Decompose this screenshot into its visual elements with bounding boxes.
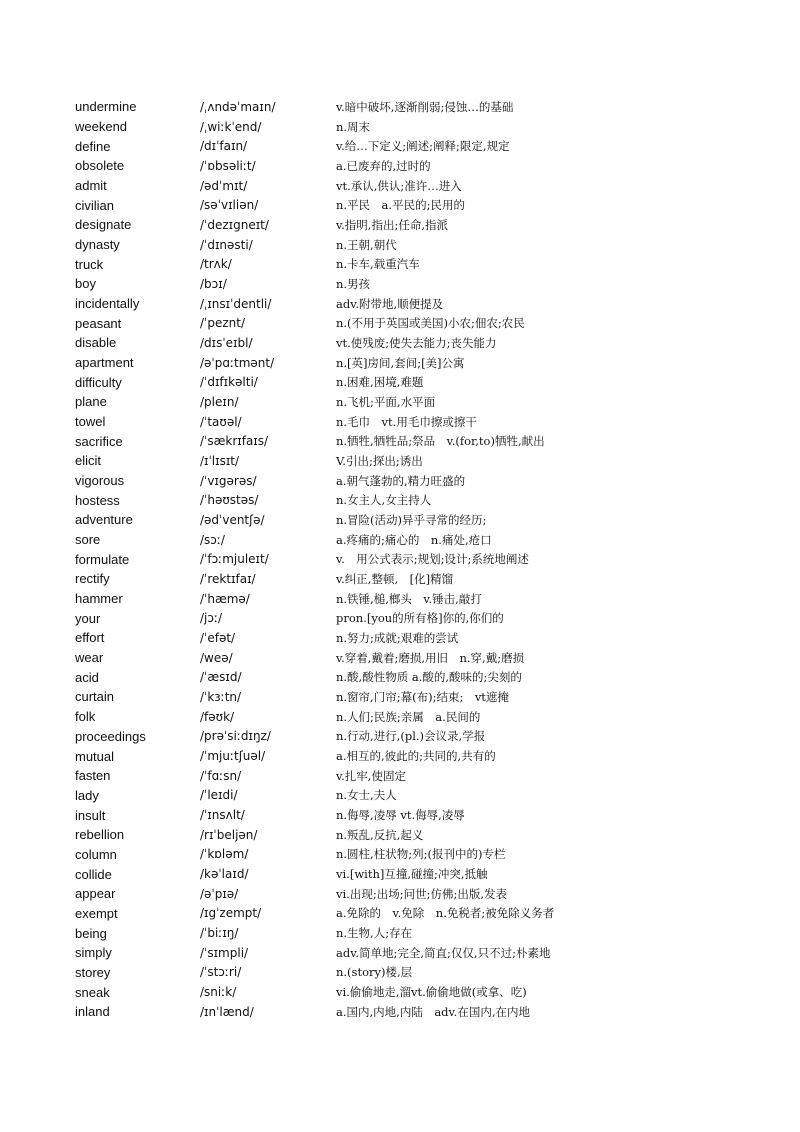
- meaning-cell: n.铁锤,槌,榔头 v.锤击,敲打: [336, 591, 482, 606]
- meaning-cell: v.纠正,整顿, [化]精馏: [336, 571, 454, 586]
- meaning-cell: vi.[with]互撞,碰撞;冲突,抵触: [336, 867, 488, 882]
- word-cell: plane: [75, 394, 107, 410]
- phonetic-cell: /ˌwiːkˈend/: [200, 119, 262, 134]
- word-cell: boy: [75, 276, 96, 292]
- vocabulary-row: [75, 982, 756, 1002]
- meaning-cell: adv.简单地;完全,简直;仅仅,只不过;朴素地: [336, 945, 551, 960]
- word-cell: truck: [75, 256, 104, 272]
- meaning-cell: n.生物,人;存在: [336, 926, 413, 941]
- vocabulary-row: [75, 97, 756, 117]
- word-cell: sneak: [75, 984, 110, 1000]
- phonetic-cell: /ˈstɔːri/: [200, 965, 242, 980]
- vocabulary-row: [75, 923, 756, 943]
- vocabulary-row: [75, 904, 756, 924]
- vocabulary-row: [75, 786, 756, 806]
- meaning-cell: vt.使残废;使失去能力;丧失能力: [336, 335, 497, 350]
- phonetic-cell: /ˈpeznt/: [200, 316, 245, 331]
- word-cell: apartment: [75, 355, 134, 371]
- phonetic-cell: /jɔː/: [200, 611, 223, 626]
- vocabulary-row: [75, 766, 756, 786]
- word-cell: difficulty: [75, 374, 122, 390]
- meaning-cell: n.困难,困境,难题: [336, 375, 424, 390]
- phonetic-cell: /ɪˈlɪsɪt/: [200, 453, 240, 468]
- word-cell: rebellion: [75, 827, 125, 843]
- word-cell: fasten: [75, 768, 111, 784]
- vocabulary-row: [75, 392, 756, 412]
- phonetic-cell: /əˈpɪə/: [200, 886, 239, 901]
- meaning-cell: n.周末: [336, 119, 371, 134]
- word-cell: incidentally: [75, 296, 140, 312]
- word-cell: simply: [75, 945, 112, 961]
- meaning-cell: n.努力;成就;艰难的尝试: [336, 630, 459, 645]
- vocabulary-row: [75, 412, 756, 432]
- vocabulary-row: [75, 707, 756, 727]
- vocabulary-row: [75, 372, 756, 392]
- word-cell: proceedings: [75, 728, 146, 744]
- meaning-cell: n.圆柱,柱状物;列;(报刊中的)专栏: [336, 847, 506, 862]
- phonetic-cell: /ˈsɪmpli/: [200, 945, 249, 960]
- vocabulary-row: [75, 490, 756, 510]
- vocabulary-row: [75, 215, 756, 235]
- phonetic-cell: /ˈleɪdi/: [200, 788, 238, 803]
- word-cell: appear: [75, 886, 116, 902]
- word-cell: disable: [75, 335, 117, 351]
- word-cell: designate: [75, 217, 132, 233]
- vocabulary-row: [75, 254, 756, 274]
- meaning-cell: n.叛乱,反抗,起义: [336, 827, 424, 842]
- vocabulary-row: [75, 353, 756, 373]
- vocabulary-row: [75, 805, 756, 825]
- vocabulary-row: [75, 451, 756, 471]
- vocabulary-row: [75, 727, 756, 747]
- word-cell: wear: [75, 650, 104, 666]
- word-cell: column: [75, 846, 117, 862]
- meaning-cell: a.国内,内地,内陆 adv.在国内,在内地: [336, 1004, 530, 1019]
- meaning-cell: n.飞机;平面,水平面: [336, 394, 436, 409]
- phonetic-cell: /ˈbiːɪŋ/: [200, 926, 239, 941]
- vocabulary-row: [75, 667, 756, 687]
- meaning-cell: n.卡车,载重汽车: [336, 257, 420, 272]
- phonetic-cell: /ˌɪnsɪˈdentli/: [200, 296, 272, 311]
- phonetic-cell: /ˈæsɪd/: [200, 670, 242, 685]
- meaning-cell: v.扎牢,使固定: [336, 768, 406, 783]
- vocabulary-row: [75, 746, 756, 766]
- vocabulary-row: [75, 195, 756, 215]
- vocabulary-row: [75, 333, 756, 353]
- vocabulary-row: [75, 313, 756, 333]
- vocabulary-row: [75, 176, 756, 196]
- meaning-cell: v.穿着,戴着;磨损,用旧 n.穿,戴;磨损: [336, 650, 525, 665]
- phonetic-cell: /ˈfɔːmjuleɪt/: [200, 552, 269, 567]
- word-cell: curtain: [75, 689, 115, 705]
- vocabulary-table: [75, 97, 756, 1022]
- meaning-cell: n.侮辱,凌辱 vt.侮辱,凌辱: [336, 808, 465, 823]
- phonetic-cell: /ˈsækrɪfaɪs/: [200, 434, 269, 449]
- vocabulary-row: [75, 471, 756, 491]
- vocabulary-list: [75, 97, 756, 1022]
- word-cell: civilian: [75, 197, 115, 213]
- meaning-cell: v.指明,指出;任命,指派: [336, 217, 448, 232]
- vocabulary-row: [75, 1002, 756, 1022]
- meaning-cell: v.给…下定义;阐述;阐释;限定,规定: [336, 139, 510, 154]
- meaning-cell: v. 用公式表示;规划;设计;系统地阐述: [336, 552, 529, 567]
- phonetic-cell: /ɪnˈlænd/: [200, 1004, 254, 1019]
- phonetic-cell: /ɪgˈzempt/: [200, 906, 262, 921]
- word-cell: weekend: [75, 119, 128, 134]
- meaning-cell: V.引出;探出;诱出: [336, 453, 423, 468]
- meaning-cell: n.(不用于英国或美国)小农;佃农;农民: [336, 316, 525, 331]
- phonetic-cell: /dɪˈfaɪn/: [200, 139, 248, 154]
- phonetic-cell: /ˈhæmə/: [200, 591, 250, 606]
- vocabulary-row: [75, 608, 756, 628]
- phonetic-cell: /ˈdezɪgneɪt/: [200, 217, 269, 232]
- word-cell: admit: [75, 178, 107, 194]
- word-cell: sacrifice: [75, 433, 123, 449]
- phonetic-cell: /pleɪn/: [200, 394, 239, 409]
- phonetic-cell: /bɔɪ/: [200, 276, 227, 291]
- meaning-cell: n.牺牲,牺牲品;祭品 v.(for,to)牺牲,献出: [336, 434, 545, 449]
- phonetic-cell: /ˈkɜːtn/: [200, 689, 242, 704]
- vocabulary-row: [75, 963, 756, 983]
- meaning-cell: n.女士,夫人: [336, 788, 397, 803]
- word-cell: lady: [75, 787, 99, 803]
- word-cell: collide: [75, 866, 112, 882]
- phonetic-cell: /ˈdɪnəsti/: [200, 237, 253, 252]
- vocabulary-row: [75, 864, 756, 884]
- meaning-cell: vt.承认,供认;准许…进入: [336, 178, 462, 193]
- word-cell: acid: [75, 669, 99, 685]
- meaning-cell: n.行动,进行,(pl.)会议录,学报: [336, 729, 486, 744]
- phonetic-cell: /rɪˈbeljən/: [200, 827, 258, 842]
- phonetic-cell: /ˈfɑːsn/: [200, 768, 242, 783]
- word-cell: folk: [75, 709, 96, 725]
- phonetic-cell: /weə/: [200, 650, 233, 665]
- word-cell: undermine: [75, 99, 137, 115]
- word-cell: vigorous: [75, 473, 125, 489]
- meaning-cell: v.暗中破坏,逐渐削弱;侵蚀…的基础: [336, 99, 514, 114]
- meaning-cell: n.平民 a.平民的;民用的: [336, 198, 465, 213]
- vocabulary-row: [75, 943, 756, 963]
- vocabulary-row: [75, 589, 756, 609]
- word-cell: towel: [75, 414, 106, 430]
- word-cell: effort: [75, 630, 105, 646]
- meaning-cell: pron.[you的所有格]你的,你们的: [336, 611, 504, 626]
- word-cell: hostess: [75, 492, 120, 508]
- meaning-cell: adv.附带地,顺便提及: [336, 296, 444, 311]
- word-cell: peasant: [75, 315, 122, 331]
- phonetic-cell: /trʌk/: [200, 257, 232, 272]
- vocabulary-row: [75, 549, 756, 569]
- phonetic-cell: /sniːk/: [200, 985, 237, 1000]
- meaning-cell: n.(story)楼,层: [336, 965, 413, 980]
- phonetic-cell: /fəʊk/: [200, 709, 235, 724]
- vocabulary-row: [75, 117, 756, 137]
- word-cell: inland: [75, 1004, 110, 1020]
- meaning-cell: n.人们;民族;亲属 a.民间的: [336, 709, 481, 724]
- vocabulary-row: [75, 431, 756, 451]
- phonetic-cell: /ˈvɪgərəs/: [200, 473, 257, 488]
- phonetic-cell: /səˈvɪliən/: [200, 198, 259, 213]
- meaning-cell: vi.偷偷地走,溜vt.偷偷地做(或拿、吃): [336, 985, 527, 1000]
- phonetic-cell: /ˈɒbsəliːt/: [200, 158, 256, 173]
- phonetic-cell: /ˈdɪfɪkəlti/: [200, 375, 258, 390]
- word-cell: sore: [75, 532, 101, 548]
- word-cell: hammer: [75, 591, 123, 607]
- phonetic-cell: /ˌʌndəˈmaɪn/: [200, 99, 276, 114]
- meaning-cell: a.朝气蓬勃的,精力旺盛的: [336, 473, 466, 488]
- vocabulary-row: [75, 530, 756, 550]
- word-cell: formulate: [75, 551, 130, 567]
- word-cell: exempt: [75, 905, 118, 921]
- word-cell: adventure: [75, 512, 133, 528]
- meaning-cell: a.已废弃的,过时的: [336, 158, 431, 173]
- phonetic-cell: /ˈefət/: [200, 630, 236, 645]
- word-cell: being: [75, 925, 107, 941]
- phonetic-cell: /ˈmjuːtʃuəl/: [200, 749, 266, 763]
- vocabulary-row: [75, 687, 756, 707]
- vocabulary-row: [75, 136, 756, 156]
- vocabulary-row: [75, 569, 756, 589]
- meaning-cell: n.毛巾 vt.用毛巾擦或擦干: [336, 414, 477, 429]
- vocabulary-row: [75, 156, 756, 176]
- phonetic-cell: /kəˈlaɪd/: [200, 867, 249, 882]
- phonetic-cell: /əˈpɑːtmənt/: [200, 355, 275, 370]
- word-cell: mutual: [75, 748, 115, 764]
- vocabulary-row: [75, 825, 756, 845]
- meaning-cell: a.疼痛的;痛心的 n.痛处,疮口: [336, 532, 492, 547]
- meaning-cell: n.[英]房间,套间;[美]公寓: [336, 355, 465, 370]
- vocabulary-row: [75, 510, 756, 530]
- meaning-cell: n.男孩: [336, 276, 371, 291]
- phonetic-cell: /ədˈventʃə/: [200, 512, 265, 527]
- phonetic-cell: /ˈkɒləm/: [200, 847, 249, 862]
- meaning-cell: a.免除的 v.免除 n.免税者;被免除义务者: [336, 906, 555, 921]
- meaning-cell: n.冒险(活动)异乎寻常的经历;: [336, 512, 487, 527]
- word-cell: define: [75, 138, 111, 154]
- word-cell: insult: [75, 807, 106, 823]
- vocabulary-row: [75, 845, 756, 865]
- meaning-cell: a.相互的,彼此的;共同的,共有的: [336, 749, 496, 763]
- meaning-cell: n.王朝,朝代: [336, 237, 397, 252]
- word-cell: rectify: [75, 571, 110, 587]
- phonetic-cell: /ˈhəʊstəs/: [200, 493, 259, 508]
- word-cell: your: [75, 610, 101, 626]
- vocabulary-row: [75, 884, 756, 904]
- meaning-cell: n.女主人,女主持人: [336, 493, 432, 508]
- phonetic-cell: /prəˈsiːdɪŋz/: [200, 729, 271, 744]
- vocabulary-row: [75, 648, 756, 668]
- phonetic-cell: /sɔː/: [200, 532, 225, 547]
- phonetic-cell: /ˈɪnsʌlt/: [200, 808, 245, 823]
- vocabulary-row: [75, 294, 756, 314]
- vocabulary-row: [75, 235, 756, 255]
- phonetic-cell: /ˈtaʊəl/: [200, 414, 242, 429]
- vocabulary-row: [75, 628, 756, 648]
- phonetic-cell: /dɪsˈeɪbl/: [200, 335, 253, 350]
- word-cell: storey: [75, 964, 111, 980]
- meaning-cell: vi.出现;出场;问世;仿佛;出版,发表: [336, 886, 507, 901]
- vocabulary-row: [75, 274, 756, 294]
- word-cell: obsolete: [75, 158, 125, 174]
- phonetic-cell: /ədˈmɪt/: [200, 178, 248, 193]
- phonetic-cell: /ˈrektɪfaɪ/: [200, 571, 256, 586]
- word-cell: elicit: [75, 453, 102, 469]
- word-cell: dynasty: [75, 237, 120, 253]
- meaning-cell: n.酸,酸性物质 a.酸的,酸味的;尖刻的: [336, 670, 522, 685]
- meaning-cell: n.窗帘,门帘;幕(布);结束; vt遮掩: [336, 689, 509, 704]
